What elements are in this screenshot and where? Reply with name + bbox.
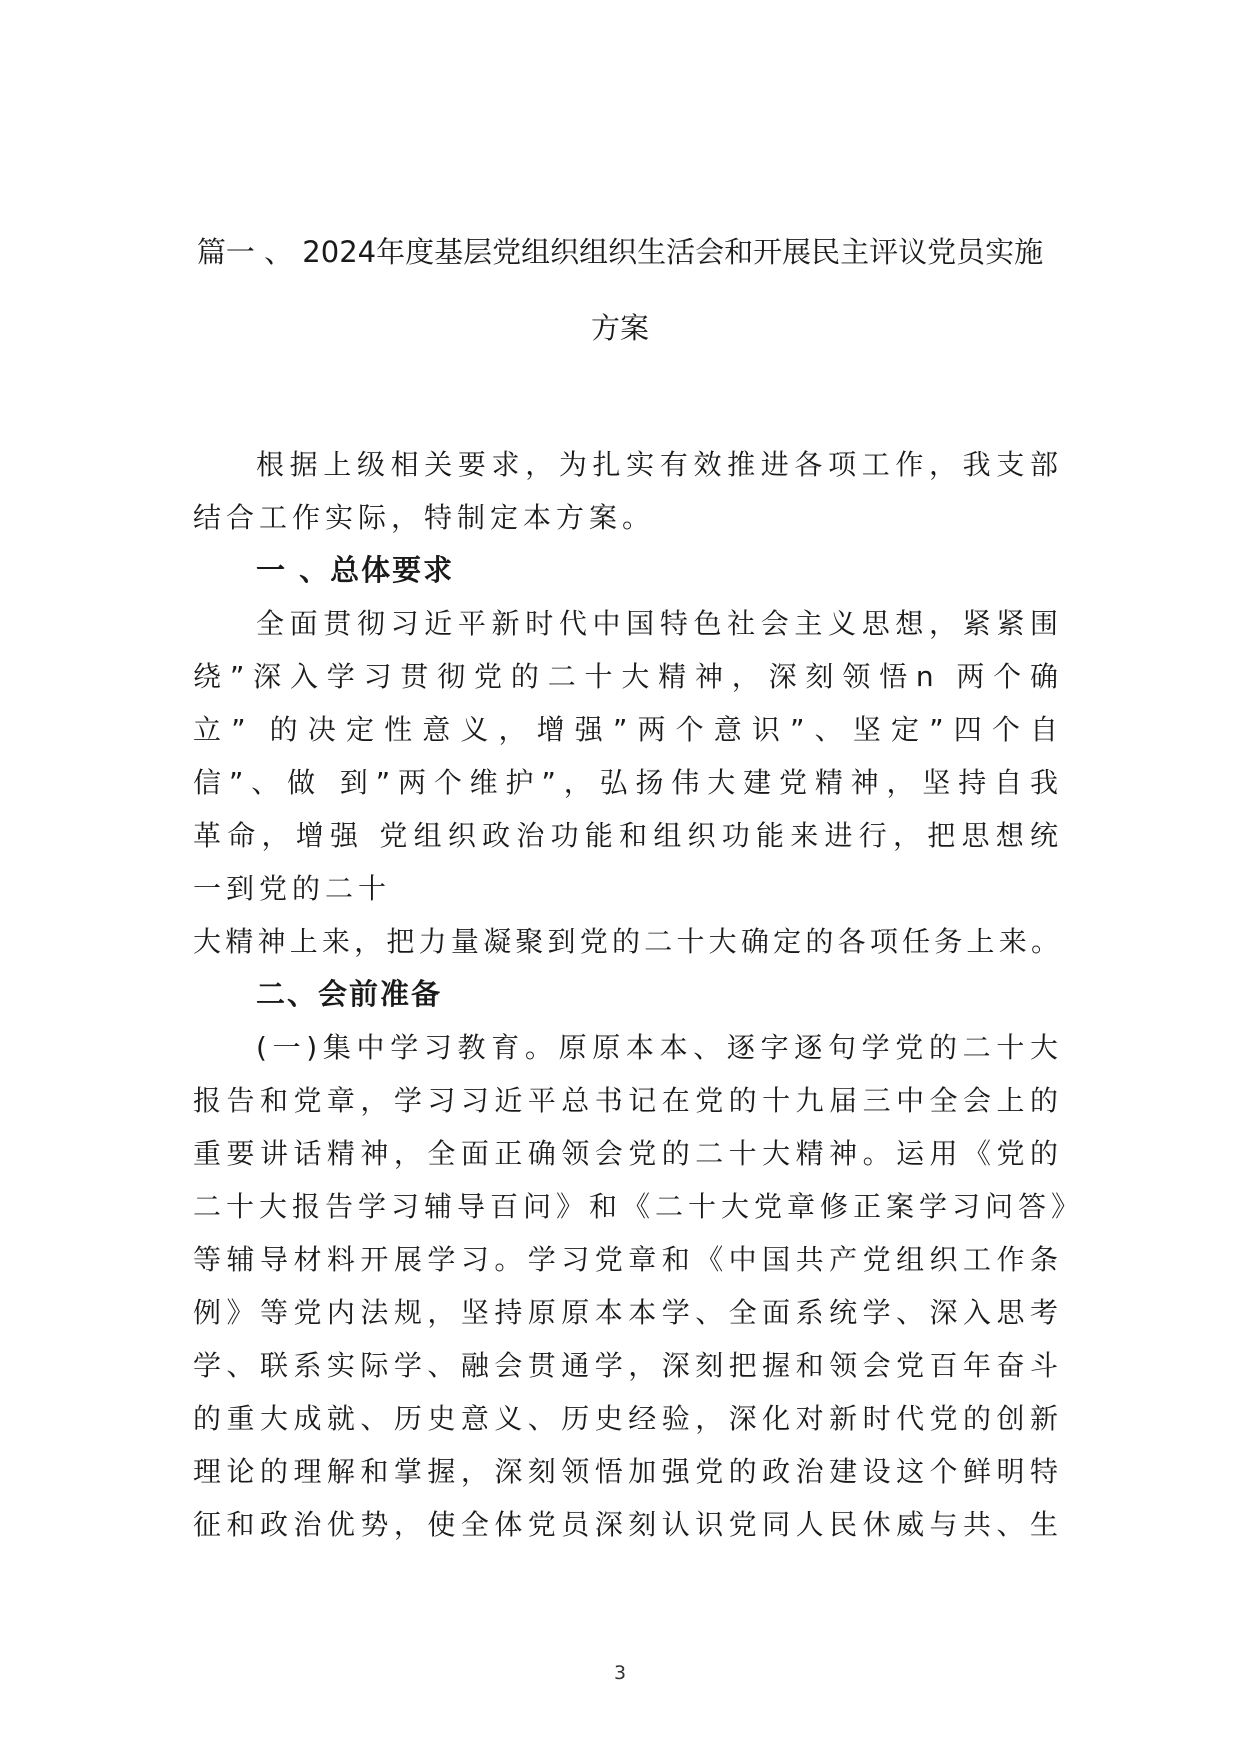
- page-number: 3: [613, 1662, 627, 1684]
- section-2-line-6: 例》等党内法规，坚持原原本本学、全面系统学、深入思考: [193, 1296, 1063, 1329]
- section-1-line-4: 信”、做 到”两个维护”，弘扬伟大建党精神，坚持自我: [193, 766, 1063, 799]
- section-2-line-1: (一)集中学习教育。原原本本、逐字逐句学党的二十大: [256, 1031, 1063, 1064]
- section-1-line-5: 革命，增强 党组织政治功能和组织功能来进行，把思想统: [193, 819, 1063, 852]
- section-1-line-2: 绕”深入学习贯彻党的二十大精神，深刻领悟n 两个确: [193, 660, 1063, 693]
- section-2-line-9: 理论的理解和掌握，深刻领悟加强党的政治建设这个鲜明特: [193, 1455, 1063, 1488]
- document-title-line-2: 方案: [590, 311, 649, 345]
- section-1-line-6: 一到党的二十: [193, 872, 392, 905]
- document-body: [193, 438, 1085, 1551]
- section-2-heading: 二、会前准备: [256, 977, 443, 1011]
- section-1-line-1: 全面贯彻习近平新时代中国特色社会主义思想，紧紧围: [256, 607, 1063, 640]
- section-1-line-7: 大精神上来，把力量凝聚到党的二十大确定的各项任务上来。: [193, 925, 1063, 958]
- section-2-line-2: 报告和党章，学习习近平总书记在党的十九届三中全会上的: [193, 1084, 1063, 1117]
- section-1-line-3: 立” 的决定性意义，增强”两个意识”、坚定”四个自: [193, 713, 1063, 746]
- section-2-line-7: 学、联系实际学、融会贯通学，深刻把握和领会党百年奋斗: [193, 1349, 1063, 1382]
- intro-line-2: 结合工作实际，特制定本方案。: [193, 501, 656, 534]
- section-2-line-4: 二十大报告学习辅导百问》和《二十大党章修正案学习问答》: [193, 1190, 1085, 1223]
- section-2-line-10: 征和政治优势，使全体党员深刻认识党同人民休威与共、生: [193, 1508, 1063, 1541]
- section-2-line-5: 等辅导材料开展学习。学习党章和《中国共产党组织工作条: [193, 1243, 1063, 1276]
- section-2-line-8: 的重大成就、历史意义、历史经验，深化对新时代党的创新: [193, 1402, 1063, 1435]
- section-1-heading: 一 、总体要求: [256, 553, 455, 587]
- section-2-line-3: 重要讲话精神，全面正确领会党的二十大精神。运用《党的: [193, 1137, 1063, 1170]
- intro-line-1: 根据上级相关要求，为扎实有效推进各项工作，我支部: [256, 448, 1063, 481]
- document-title-line-1: 篇一 、 2024年度基层党组织组织生活会和开展民主评议党员实施: [196, 235, 1044, 269]
